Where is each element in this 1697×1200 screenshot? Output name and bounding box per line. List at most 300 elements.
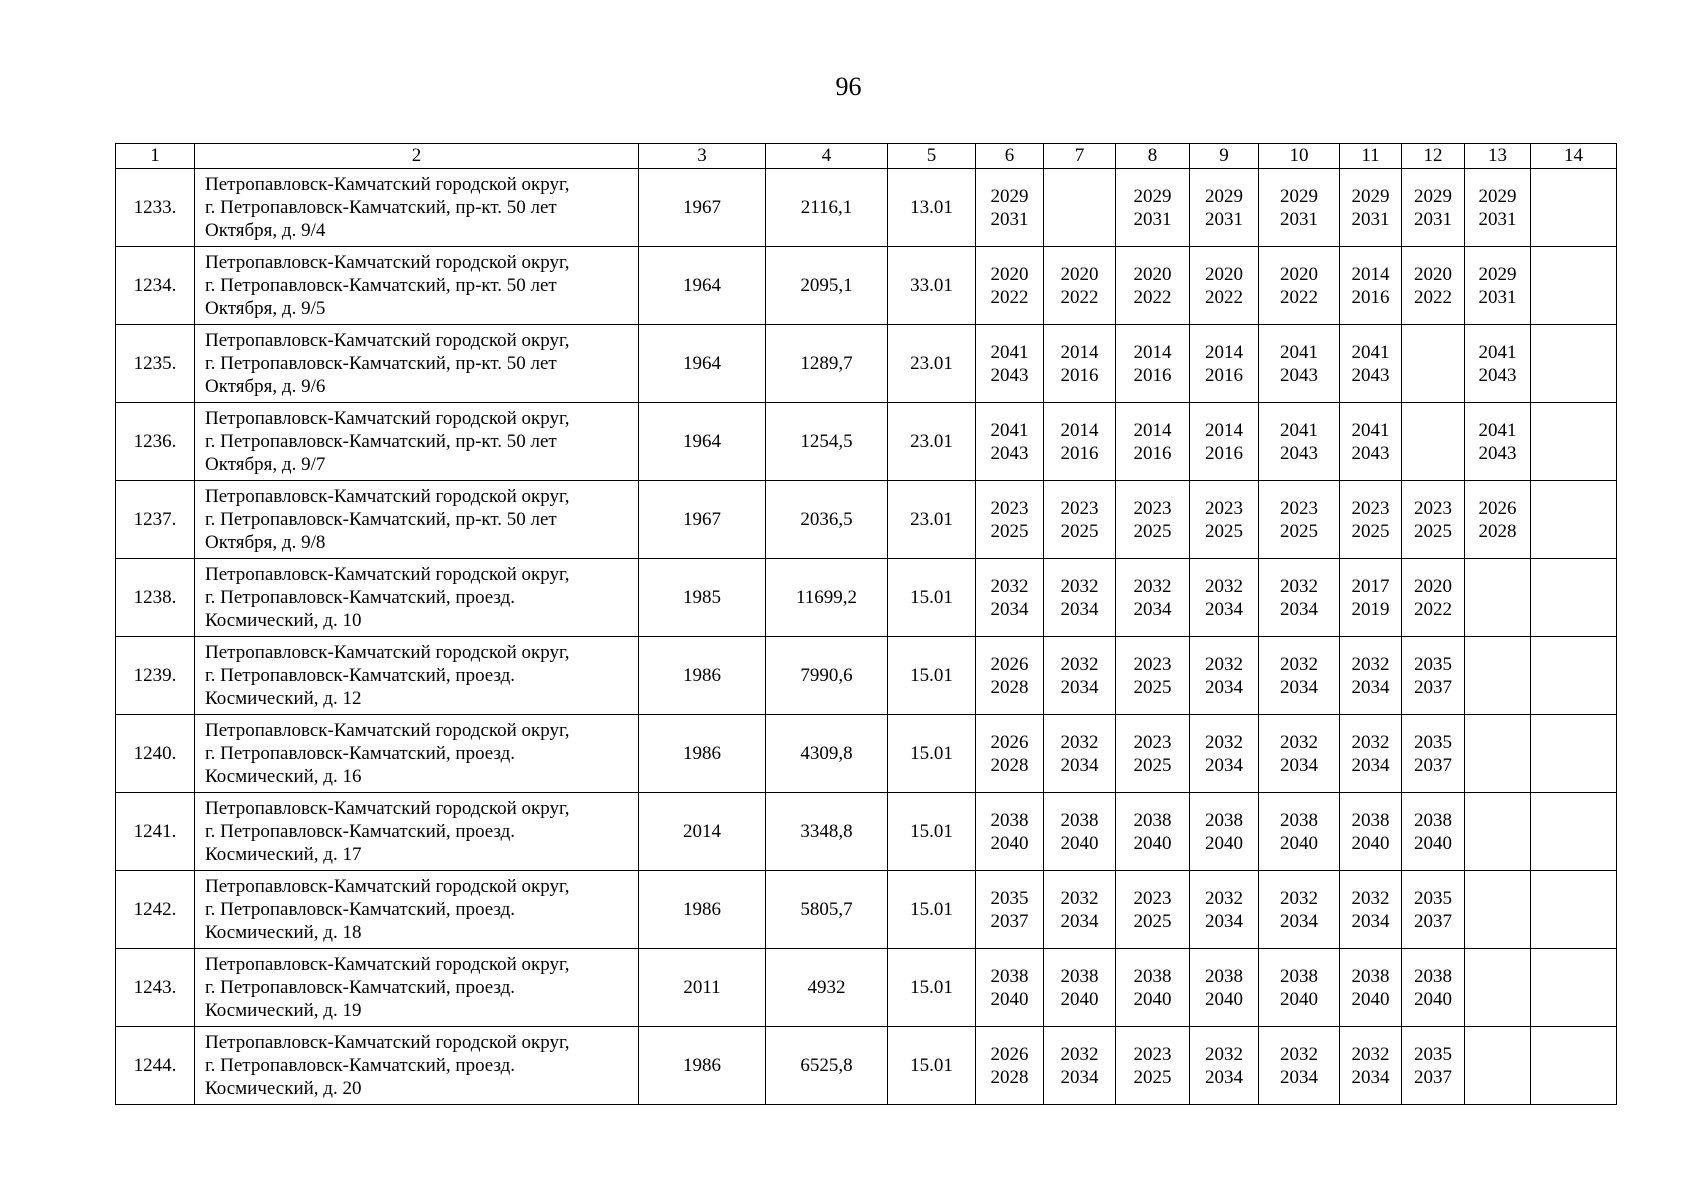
table-row	[116, 403, 1617, 481]
year-built-cell: 1986	[639, 637, 766, 715]
table-row	[116, 715, 1617, 793]
period-cell-7	[1044, 637, 1116, 715]
period-cell-13	[1465, 871, 1531, 949]
period-cell-7	[1044, 247, 1116, 325]
period-cell-7	[1044, 169, 1116, 247]
address-cell	[195, 325, 639, 403]
period-cell-7	[1044, 949, 1116, 1027]
year-built-cell: 2011	[639, 949, 766, 1027]
period-cell-11	[1340, 247, 1402, 325]
period-cell-12	[1402, 169, 1465, 247]
column-header: 14	[1531, 144, 1617, 169]
row-number-cell: 1233.	[116, 169, 195, 247]
table-row	[116, 1027, 1617, 1105]
period-cell-10	[1259, 169, 1340, 247]
period-year: 2032	[1060, 1043, 1099, 1065]
row-number-cell: 1236.	[116, 403, 195, 481]
period-cell-8	[1116, 403, 1190, 481]
table-row	[116, 481, 1617, 559]
period-year: 2037	[990, 910, 1029, 932]
address-line: Октября, д. 9/5	[205, 298, 326, 319]
period-cell-8	[1116, 559, 1190, 637]
column-number-row	[116, 144, 1617, 169]
address-line: Петропавловск-Камчатский городской округ,	[205, 798, 570, 819]
area-cell: 11699,2	[766, 559, 888, 637]
period-year: 2032	[1205, 653, 1243, 675]
period-year: 2031	[990, 208, 1029, 230]
period-cell-7	[1044, 325, 1116, 403]
column-header: 9	[1190, 144, 1259, 169]
period-year: 2038	[1414, 809, 1452, 831]
period-cell-7	[1044, 1027, 1116, 1105]
period-cell-11	[1340, 871, 1402, 949]
address-line: Петропавловск-Камчатский городской округ,	[205, 642, 570, 663]
period-cell-13	[1465, 715, 1531, 793]
column-header: 8	[1116, 144, 1190, 169]
period-year: 2038	[1280, 809, 1318, 831]
period-cell-8	[1116, 637, 1190, 715]
period-year: 2014	[1133, 419, 1172, 441]
period-year: 2025	[1133, 520, 1172, 542]
year-built-cell: 2014	[639, 793, 766, 871]
period-cell-12	[1402, 481, 1465, 559]
period-year: 2040	[1414, 832, 1452, 854]
column-header: 12	[1402, 144, 1465, 169]
row-number-cell: 1242.	[116, 871, 195, 949]
address-cell	[195, 637, 639, 715]
address-line: Октября, д. 9/6	[205, 376, 326, 397]
period-year: 2034	[1280, 910, 1318, 932]
period-cell-13	[1465, 247, 1531, 325]
period-year: 2032	[1205, 887, 1243, 909]
area-cell: 7990,6	[766, 637, 888, 715]
period-cell-7	[1044, 403, 1116, 481]
period-year: 2040	[1060, 988, 1099, 1010]
period-year: 2041	[990, 341, 1029, 363]
period-cell-10	[1259, 481, 1340, 559]
period-cell-11	[1340, 793, 1402, 871]
period-year: 2032	[1060, 653, 1099, 675]
period-year: 2032	[1351, 653, 1390, 675]
period-year: 2016	[1133, 364, 1172, 386]
address-line: Октября, д. 9/4	[205, 220, 326, 241]
period-year: 2029	[1351, 185, 1390, 207]
year-built-cell: 1964	[639, 403, 766, 481]
period-cell-11	[1340, 559, 1402, 637]
address-line: г. Петропавловск-Камчатский, пр-кт. 50 лет	[205, 509, 557, 530]
period-year: 2035	[990, 887, 1029, 909]
period-year: 2038	[1205, 965, 1243, 987]
period-cell-9	[1190, 403, 1259, 481]
row-number-cell: 1241.	[116, 793, 195, 871]
code-cell: 15.01	[888, 793, 976, 871]
column-header: 4	[766, 144, 888, 169]
area-cell: 5805,7	[766, 871, 888, 949]
period-cell-6	[976, 871, 1044, 949]
period-year: 2043	[1280, 442, 1318, 464]
address-line: Октября, д. 9/8	[205, 532, 326, 553]
period-year: 2022	[1414, 286, 1452, 308]
period-year: 2040	[1133, 832, 1172, 854]
period-cell-10	[1259, 715, 1340, 793]
period-year: 2040	[1133, 988, 1172, 1010]
period-cell-12	[1402, 403, 1465, 481]
period-year: 2034	[1280, 754, 1318, 776]
period-cell-12	[1402, 559, 1465, 637]
period-year: 2020	[1133, 263, 1172, 285]
period-year: 2022	[1280, 286, 1318, 308]
period-year: 2025	[1414, 520, 1452, 542]
period-year: 2023	[990, 497, 1029, 519]
address-line: Петропавловск-Камчатский городской округ,	[205, 876, 570, 897]
period-year: 2026	[990, 653, 1029, 675]
period-cell-6	[976, 247, 1044, 325]
period-year: 2032	[1205, 575, 1243, 597]
period-year: 2035	[1414, 731, 1452, 753]
period-cell-11	[1340, 715, 1402, 793]
period-year: 2022	[1133, 286, 1172, 308]
address-line: Космический, д. 16	[205, 766, 362, 787]
address-line: Космический, д. 10	[205, 610, 362, 631]
period-year: 2028	[990, 676, 1029, 698]
period-cell-9	[1190, 871, 1259, 949]
period-cell-9	[1190, 481, 1259, 559]
period-year: 2016	[1133, 442, 1172, 464]
period-cell-9	[1190, 637, 1259, 715]
period-cell-12	[1402, 949, 1465, 1027]
period-year: 2016	[1205, 364, 1243, 386]
period-year: 2020	[990, 263, 1029, 285]
code-cell: 23.01	[888, 403, 976, 481]
period-cell-10	[1259, 793, 1340, 871]
period-year: 2035	[1414, 887, 1452, 909]
period-cell-8	[1116, 325, 1190, 403]
period-year: 2020	[1205, 263, 1243, 285]
period-year: 2034	[1280, 598, 1318, 620]
period-year: 2020	[1280, 263, 1318, 285]
period-year: 2038	[1133, 965, 1172, 987]
address-line: г. Петропавловск-Камчатский, проезд.	[205, 1055, 516, 1076]
address-cell	[195, 481, 639, 559]
period-year: 2025	[1060, 520, 1099, 542]
period-year: 2025	[1133, 676, 1172, 698]
column-header: 6	[976, 144, 1044, 169]
row-number-cell: 1240.	[116, 715, 195, 793]
period-cell-11	[1340, 481, 1402, 559]
period-year: 2032	[1280, 731, 1318, 753]
row-number-cell: 1234.	[116, 247, 195, 325]
period-year: 2043	[1280, 364, 1318, 386]
period-year: 2038	[1060, 965, 1099, 987]
address-line: г. Петропавловск-Камчатский, пр-кт. 50 лет	[205, 197, 557, 218]
period-year: 2034	[1280, 676, 1318, 698]
period-cell-10	[1259, 403, 1340, 481]
page-number: 96	[835, 72, 862, 101]
period-year: 2034	[1351, 1066, 1390, 1088]
period-year: 2026	[1478, 497, 1517, 519]
area-cell: 2116,1	[766, 169, 888, 247]
period-year: 2034	[1205, 676, 1243, 698]
period-year: 2038	[1414, 965, 1452, 987]
address-line: г. Петропавловск-Камчатский, проезд.	[205, 743, 516, 764]
period-year: 2034	[1133, 598, 1172, 620]
period-year: 2016	[1060, 442, 1099, 464]
period-year: 2020	[1414, 263, 1452, 285]
address-line: Петропавловск-Камчатский городской округ,	[205, 174, 570, 195]
period-year: 2034	[1060, 598, 1099, 620]
column-header: 13	[1465, 144, 1531, 169]
period-year: 2014	[1351, 263, 1390, 285]
address-cell	[195, 1027, 639, 1105]
code-cell: 13.01	[888, 169, 976, 247]
period-cell-11	[1340, 949, 1402, 1027]
period-year: 2038	[1060, 809, 1099, 831]
year-built-cell: 1964	[639, 325, 766, 403]
period-year: 2023	[1060, 497, 1099, 519]
period-cell-9	[1190, 793, 1259, 871]
address-line: Космический, д. 17	[205, 844, 362, 865]
period-year: 2037	[1414, 1066, 1452, 1088]
period-year: 2040	[1280, 988, 1318, 1010]
period-year: 2025	[1280, 520, 1318, 542]
table-row	[116, 637, 1617, 715]
period-year: 2023	[1133, 653, 1172, 675]
period-year: 2031	[1478, 208, 1517, 230]
year-built-cell: 1986	[639, 715, 766, 793]
period-year: 2041	[1351, 419, 1390, 441]
period-cell-6	[976, 169, 1044, 247]
area-cell: 6525,8	[766, 1027, 888, 1105]
period-year: 2029	[1478, 263, 1517, 285]
period-year: 2032	[990, 575, 1029, 597]
period-year: 2040	[1205, 988, 1243, 1010]
period-year: 2032	[1060, 575, 1099, 597]
period-cell-14	[1531, 169, 1617, 247]
row-number-cell: 1239.	[116, 637, 195, 715]
period-cell-13	[1465, 637, 1531, 715]
period-cell-14	[1531, 871, 1617, 949]
period-year: 2034	[1060, 1066, 1099, 1088]
register-table	[115, 143, 1617, 1105]
period-year: 2029	[1478, 185, 1517, 207]
row-number-cell: 1235.	[116, 325, 195, 403]
period-cell-6	[976, 1027, 1044, 1105]
period-year: 2032	[1351, 731, 1390, 753]
address-line: Космический, д. 20	[205, 1078, 362, 1099]
address-line: Петропавловск-Камчатский городской округ,	[205, 252, 570, 273]
period-year: 2031	[1133, 208, 1172, 230]
period-cell-13	[1465, 481, 1531, 559]
period-cell-7	[1044, 559, 1116, 637]
period-year: 2031	[1205, 208, 1243, 230]
period-year: 2026	[990, 1043, 1029, 1065]
period-cell-13	[1465, 949, 1531, 1027]
period-year: 2038	[990, 965, 1029, 987]
column-header: 10	[1259, 144, 1340, 169]
code-cell: 15.01	[888, 637, 976, 715]
period-year: 2032	[1205, 1043, 1243, 1065]
period-year: 2040	[1205, 832, 1243, 854]
period-year: 2040	[1351, 832, 1390, 854]
code-cell: 23.01	[888, 325, 976, 403]
period-year: 2032	[1060, 731, 1099, 753]
table-row	[116, 871, 1617, 949]
period-cell-11	[1340, 325, 1402, 403]
period-cell-9	[1190, 247, 1259, 325]
period-year: 2034	[1060, 910, 1099, 932]
period-year: 2022	[1060, 286, 1099, 308]
code-cell: 15.01	[888, 715, 976, 793]
period-year: 2032	[1280, 653, 1318, 675]
period-year: 2029	[1133, 185, 1172, 207]
period-year: 2032	[1351, 887, 1390, 909]
period-cell-10	[1259, 1027, 1340, 1105]
address-cell	[195, 403, 639, 481]
area-cell: 2095,1	[766, 247, 888, 325]
period-year: 2022	[1205, 286, 1243, 308]
address-line: г. Петропавловск-Камчатский, пр-кт. 50 лет	[205, 353, 557, 374]
period-cell-14	[1531, 403, 1617, 481]
row-number-cell: 1244.	[116, 1027, 195, 1105]
period-cell-12	[1402, 1027, 1465, 1105]
period-cell-9	[1190, 325, 1259, 403]
table-row	[116, 949, 1617, 1027]
area-cell: 4309,8	[766, 715, 888, 793]
period-year: 2032	[1133, 575, 1172, 597]
code-cell: 33.01	[888, 247, 976, 325]
period-cell-7	[1044, 481, 1116, 559]
period-year: 2031	[1351, 208, 1390, 230]
period-cell-14	[1531, 949, 1617, 1027]
period-year: 2025	[990, 520, 1029, 542]
period-cell-12	[1402, 793, 1465, 871]
year-built-cell: 1986	[639, 1027, 766, 1105]
period-year: 2023	[1133, 497, 1172, 519]
period-year: 2019	[1351, 598, 1390, 620]
address-line: Октября, д. 9/7	[205, 454, 326, 475]
address-cell	[195, 247, 639, 325]
period-year: 2023	[1133, 887, 1172, 909]
address-line: Петропавловск-Камчатский городской округ,	[205, 1032, 570, 1053]
period-year: 2017	[1351, 575, 1390, 597]
address-line: Петропавловск-Камчатский городской округ,	[205, 408, 570, 429]
period-cell-10	[1259, 871, 1340, 949]
address-line: г. Петропавловск-Камчатский, проезд.	[205, 977, 516, 998]
code-cell: 23.01	[888, 481, 976, 559]
address-line: Космический, д. 12	[205, 688, 362, 709]
period-year: 2040	[1060, 832, 1099, 854]
period-year: 2041	[1478, 341, 1517, 363]
year-built-cell: 1967	[639, 169, 766, 247]
table-row	[116, 559, 1617, 637]
period-cell-11	[1340, 403, 1402, 481]
period-cell-11	[1340, 637, 1402, 715]
period-cell-7	[1044, 715, 1116, 793]
period-year: 2034	[1205, 754, 1243, 776]
address-line: г. Петропавловск-Камчатский, проезд.	[205, 587, 516, 608]
period-cell-8	[1116, 1027, 1190, 1105]
period-year: 2014	[1133, 341, 1172, 363]
period-year: 2040	[1414, 988, 1452, 1010]
period-year: 2040	[990, 988, 1029, 1010]
period-cell-6	[976, 559, 1044, 637]
area-cell: 1289,7	[766, 325, 888, 403]
period-year: 2041	[990, 419, 1029, 441]
period-year: 2016	[1060, 364, 1099, 386]
period-year: 2041	[1478, 419, 1517, 441]
period-year: 2029	[990, 185, 1029, 207]
period-cell-8	[1116, 169, 1190, 247]
period-year: 2034	[1205, 910, 1243, 932]
table-row	[116, 325, 1617, 403]
period-year: 2041	[1280, 341, 1318, 363]
period-year: 2028	[990, 754, 1029, 776]
period-year: 2040	[990, 832, 1029, 854]
period-cell-8	[1116, 247, 1190, 325]
period-cell-12	[1402, 247, 1465, 325]
column-header: 3	[639, 144, 766, 169]
period-cell-14	[1531, 793, 1617, 871]
address-line: Петропавловск-Камчатский городской округ,	[205, 330, 570, 351]
period-cell-12	[1402, 871, 1465, 949]
period-year: 2025	[1205, 520, 1243, 542]
column-header: 11	[1340, 144, 1402, 169]
period-cell-13	[1465, 169, 1531, 247]
address-line: Петропавловск-Камчатский городской округ,	[205, 486, 570, 507]
address-line: Петропавловск-Камчатский городской округ,	[205, 564, 570, 585]
code-cell: 15.01	[888, 559, 976, 637]
year-built-cell: 1985	[639, 559, 766, 637]
period-year: 2043	[1478, 442, 1517, 464]
period-year: 2020	[1414, 575, 1452, 597]
period-year: 2025	[1133, 1066, 1172, 1088]
period-year: 2026	[990, 731, 1029, 753]
period-cell-8	[1116, 871, 1190, 949]
period-year: 2037	[1414, 754, 1452, 776]
address-cell	[195, 559, 639, 637]
area-cell: 1254,5	[766, 403, 888, 481]
period-year: 2025	[1133, 754, 1172, 776]
period-cell-6	[976, 403, 1044, 481]
period-cell-7	[1044, 871, 1116, 949]
code-cell: 15.01	[888, 1027, 976, 1105]
period-year: 2014	[1060, 419, 1099, 441]
period-cell-6	[976, 325, 1044, 403]
period-year: 2037	[1414, 676, 1452, 698]
period-year: 2023	[1133, 731, 1172, 753]
period-cell-9	[1190, 715, 1259, 793]
period-cell-10	[1259, 559, 1340, 637]
table-row	[116, 247, 1617, 325]
period-year: 2031	[1414, 208, 1452, 230]
period-year: 2034	[1205, 598, 1243, 620]
address-line: Космический, д. 19	[205, 1000, 362, 1021]
period-year: 2034	[1205, 1066, 1243, 1088]
address-line: г. Петропавловск-Камчатский, проезд.	[205, 821, 516, 842]
period-year: 2031	[1280, 208, 1318, 230]
period-year: 2041	[1280, 419, 1318, 441]
period-year: 2038	[1205, 809, 1243, 831]
period-year: 2023	[1205, 497, 1243, 519]
period-year: 2031	[1478, 286, 1517, 308]
period-cell-11	[1340, 169, 1402, 247]
address-cell	[195, 715, 639, 793]
period-year: 2035	[1414, 653, 1452, 675]
period-year: 2032	[1060, 887, 1099, 909]
period-year: 2040	[1280, 832, 1318, 854]
area-cell: 3348,8	[766, 793, 888, 871]
address-line: г. Петропавловск-Камчатский, пр-кт. 50 лет	[205, 275, 557, 296]
